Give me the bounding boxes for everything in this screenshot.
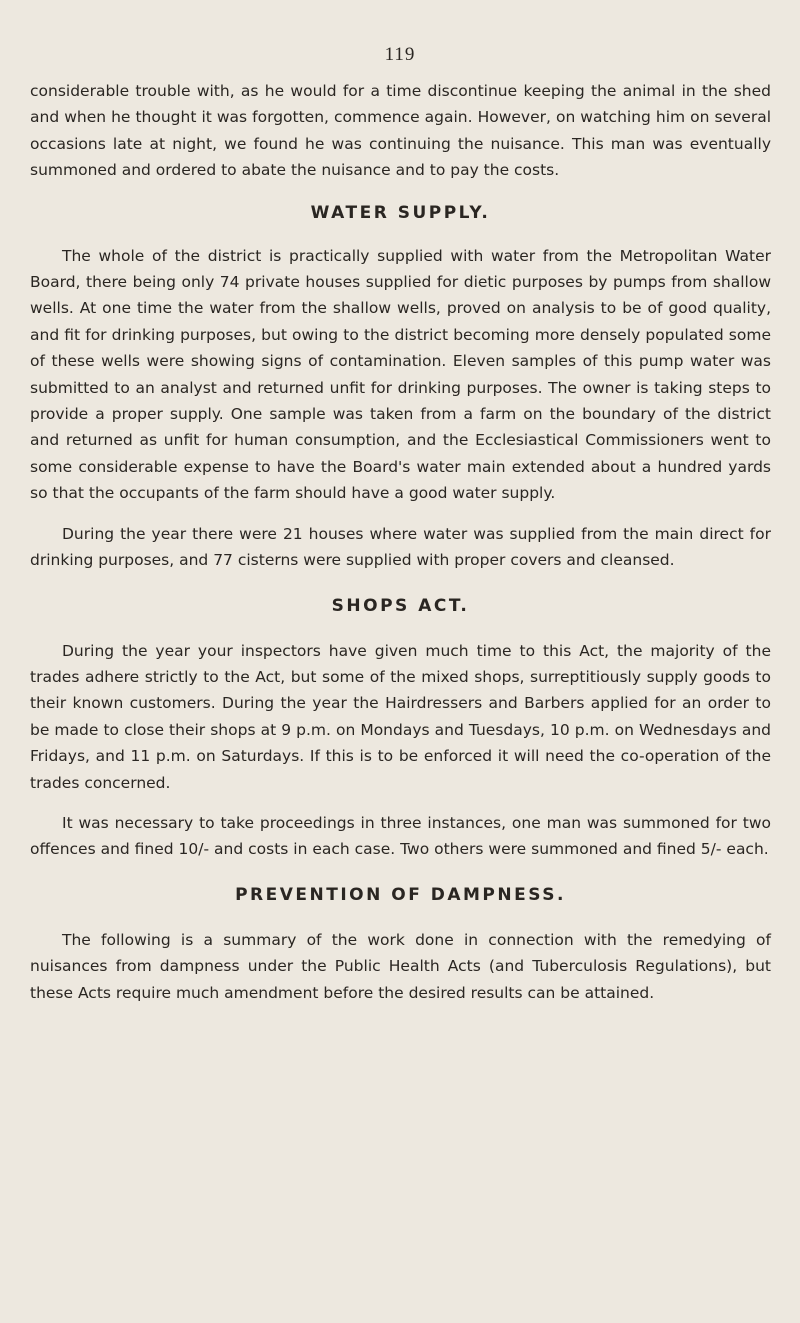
heading-water-supply: WATER SUPPLY. xyxy=(310,202,491,223)
page-number: 119 xyxy=(384,44,416,65)
page-body xyxy=(30,78,771,1006)
water-supply-paragraph-1: The whole of the district is practically supplied with water from the Metropolitan Water Board, there being only 74 private houses supplied for dietic purposes by pumps from shallow wells. At one time the water from the shallow wells, proved on analysis to be of good quality, and fit for drinking purposes, but owing to the district becoming more densely populated some of these wells were showing signs of contamination. Eleven samples of this pump water was submitted to an analyst and returned unfit for drinking purposes. The owner is taking steps to provide a proper supply. One sample was taken from a farm on the boundary of the district and returned as unfit for human consumption, and the Ecclesiastical Commissioners went to some considerable expense to have the Board's water main extended about a hundred yards so that the occupants of the farm should have a good water supply. xyxy=(30,246,771,503)
intro-paragraph: considerable trouble with, as he would for a time discontinue keeping the animal in the shed and when he thought it was forgotten, commence again. However, on watching him on several occasions late at night, we found he was continuing the nuisance. This man was eventually summoned and ordered to abate the nuisance and to pay the costs. xyxy=(30,82,771,180)
water-supply-paragraph-2: During the year there were 21 houses where water was supplied from the main direct for drinking purposes, and 77 cisterns were supplied with proper covers and cleansed. xyxy=(30,524,771,570)
shops-act-paragraph-2: It was necessary to take proceedings in three instances, one man was summoned for two offences and fined 10/- and costs in each case. Two others were summoned and fined 5/- each. xyxy=(30,813,771,859)
heading-shops-act: SHOPS ACT. xyxy=(331,595,470,616)
shops-act-paragraph-1: During the year your inspectors have given much time to this Act, the majority of the trades adhere strictly to the Act, but some of the mixed shops, surreptitiously supply goods to their known customers. During the year the Hairdressers and Barbers applied for an order to be made to close their shops at 9 p.m. on Mondays and Tuesdays, 10 p.m. on Wednesdays and Fridays, and 11 p.m. on Saturdays. If this is to be enforced it will need the co-operation of the trades concerned. xyxy=(30,641,771,792)
dampness-paragraph-1: The following is a summary of the work done in connection with the remedying of nuisances from dampness under the Public Health Acts (and Tuberculosis Regulations), but these Acts require much amendment before the desired results can be attained. xyxy=(30,930,771,1002)
heading-prevention-of-dampness: PREVENTION OF DAMPNESS. xyxy=(235,884,566,905)
